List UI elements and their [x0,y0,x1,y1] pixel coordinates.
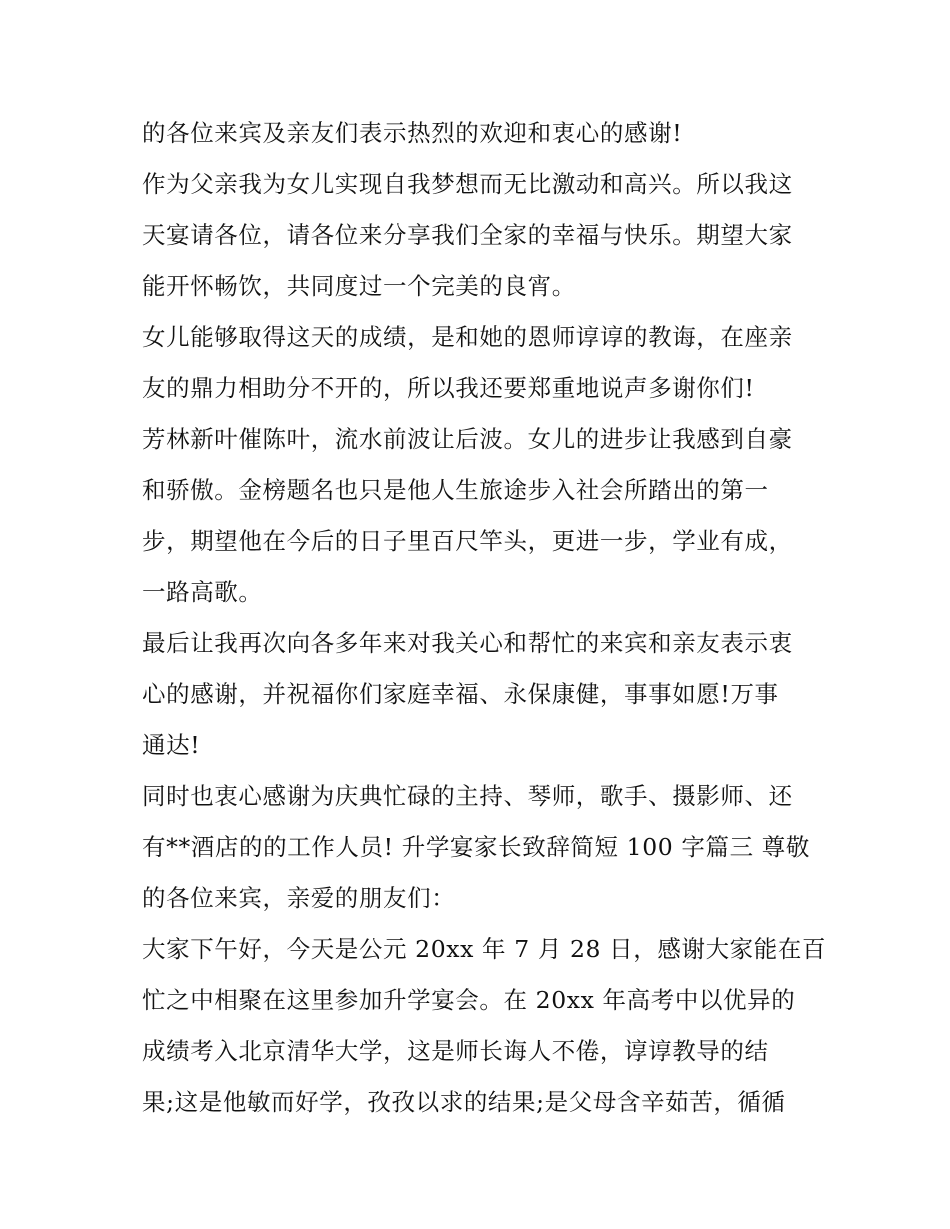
text-line: 通达! [142,731,201,759]
text-line: 忙之中相聚在这里参加升学宴会。在 20xx 年高考中以优异的 [142,986,796,1014]
text-line: 成绩考入北京清华大学，这是师长诲人不倦，谆谆教导的结 [142,1037,769,1065]
text-line: 一路高歌。 [142,578,263,606]
text-line: 步，期望他在今后的日子里百尺竿头，更进一步，学业有成， [142,527,793,555]
text-line: 最后让我再次向各多年来对我关心和帮忙的来宾和亲友表示衷 [142,629,793,657]
text-line: 心的感谢，并祝福你们家庭幸福、永保康健，事事如愿!万事 [142,680,779,708]
text-line: 有**酒店的的工作人员! 升学宴家长致辞简短 100 字篇三 尊敬 [142,833,810,861]
text-line: 果;这是他敏而好学，孜孜以求的结果;是父母含辛茹苦，循循 [142,1088,786,1116]
text-line: 芳林新叶催陈叶，流水前波让后波。女儿的进步让我感到自豪 [142,425,793,453]
text-line: 同时也衷心感谢为庆典忙碌的主持、琴师，歌手、摄影师、还 [142,782,793,810]
text-line: 女儿能够取得这天的成绩，是和她的恩师谆谆的教诲，在座亲 [142,323,793,351]
text-line: 和骄傲。金榜题名也只是他人生旅途步入社会所踏出的第一 [142,476,769,504]
text-line: 的各位来宾及亲友们表示热烈的欢迎和衷心的感谢! [142,119,683,147]
text-line: 作为父亲我为女儿实现自我梦想而无比激动和高兴。所以我这 [142,170,793,198]
text-line: 能开怀畅饮，共同度过一个完美的良宵。 [142,272,576,300]
text-line: 的各位来宾，亲爱的朋友们： [142,884,456,912]
text-line: 友的鼎力相助分不开的，所以我还要郑重地说声多谢你们! [142,374,755,402]
document-body [142,108,827,1128]
text-line: 天宴请各位，请各位来分享我们全家的幸福与快乐。期望大家 [142,221,793,249]
text-line: 大家下午好，今天是公元 20xx 年 7 月 28 日，感谢大家能在百 [142,935,827,963]
